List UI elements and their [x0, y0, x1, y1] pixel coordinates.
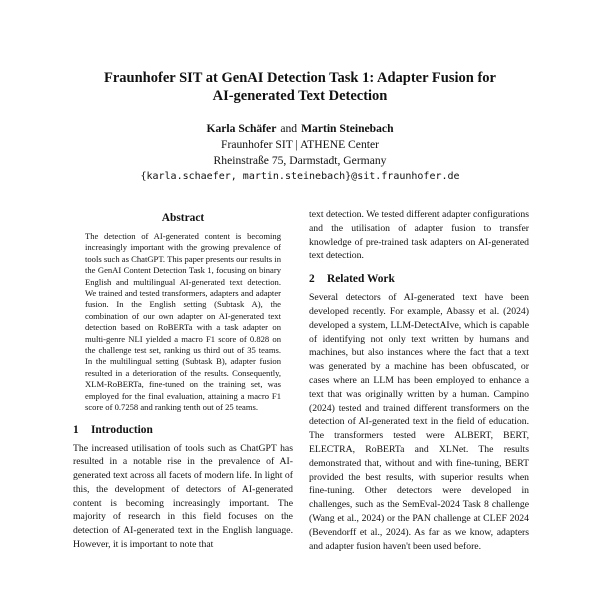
left-column [73, 210, 293, 552]
title-line-2: AI-generated Text Detection [212, 88, 388, 104]
author-2: Martin Steinebach [301, 122, 394, 135]
title-line-1: Fraunhofer SIT at GenAI Detection Task 1: Adapter Fusion for [104, 70, 496, 86]
author-and: and [280, 122, 298, 135]
author-email: {karla.schaefer, martin.steinebach}@sit.fraunhofer.de [140, 171, 460, 182]
section-heading-related-work [309, 272, 529, 287]
affiliation: Fraunhofer SIT | ATHENE Center [221, 138, 379, 151]
author-names [60, 121, 540, 137]
section-heading-introduction [73, 423, 293, 438]
section-number: 2 [309, 273, 315, 286]
abstract-text: The detection of AI-generated content is becoming increasingly important with the growing prevalence of tools such as ChatGPT. This paper presents our results in the GenAI Content Detection Task 1, focusing on binary English and multilingual AI-generated text detection. We trained and tested transformers, adapters and adapter fusion. In the English setting (Subtask A), the combination of our own adapter on AI-generated text detection based on RoBERTa with a task adapter on multi-genre NLI yielded a macro F1 score of 0.828 on the challenge test set, ranking us third out of 35 teams. In the multilingual setting (Subtask B), adapter fusion resulted in a deterioration of the results. Consequently, XLM-RoBERTa, fine-tuned on the training set, was employed for the final evaluation, attaining a macro F1 score of 0.7258 and ranking tenth out of 25 teams. [85, 231, 281, 413]
introduction-text: The increased utilisation of tools such as ChatGPT has resulted in a notable rise in the prevalence of AI-generated text across all facets of modern life. In light of this, the development of detectors of AI-generated content is becoming increasingly important. The majority of research in this field focuses on the detection of AI-generated text in the English language. However, it is important to note that [73, 442, 293, 551]
author-1: Karla Schäfer [206, 122, 277, 135]
abstract-heading: Abstract [161, 212, 205, 224]
related-work-text: Several detectors of AI-generated text have been developed recently. For example, Abassy et al. (2024) developed a system, LLM-DetectAIve, which is capable of identifying not only text written by humans and machines, but also instances where the fact that a text was generated by a machine has been obfuscated, or cases where an LLM has been employed to enhance a text that was originally written by a human. Campino (2024) tested and trained different transformers on the detection of AI-generated text in the field of education. The transformers tested were ALBERT, BERT, ELECTRA, RoBERTa and XLNet. The results demonstrated that, without and with fine-tuning, BERT provided the best results, with superior results when fine-tuning. Other detectors were developed in challenges, such as the SemEval-2024 Task 8 challenge (Wang et al., 2024) or the PAN challenge at CLEF 2024 (Bevendorff et al., 2024). As far as we know, adapters and adapter fusion haven't been used before. [309, 292, 529, 552]
section-title: Introduction [91, 423, 153, 436]
section-number: 1 [73, 423, 79, 436]
address: Rheinstraße 75, Darmstadt, Germany [213, 154, 387, 167]
author-block [60, 121, 540, 185]
paper-title [60, 69, 540, 105]
introduction-continued-text: text detection. We tested different adapter configurations and the utilisation of adapter fusion to transfer knowledge of pre-trained task adapters on AI-generated text detection. [309, 209, 529, 262]
section-title: Related Work [327, 273, 395, 286]
right-column [309, 208, 529, 553]
